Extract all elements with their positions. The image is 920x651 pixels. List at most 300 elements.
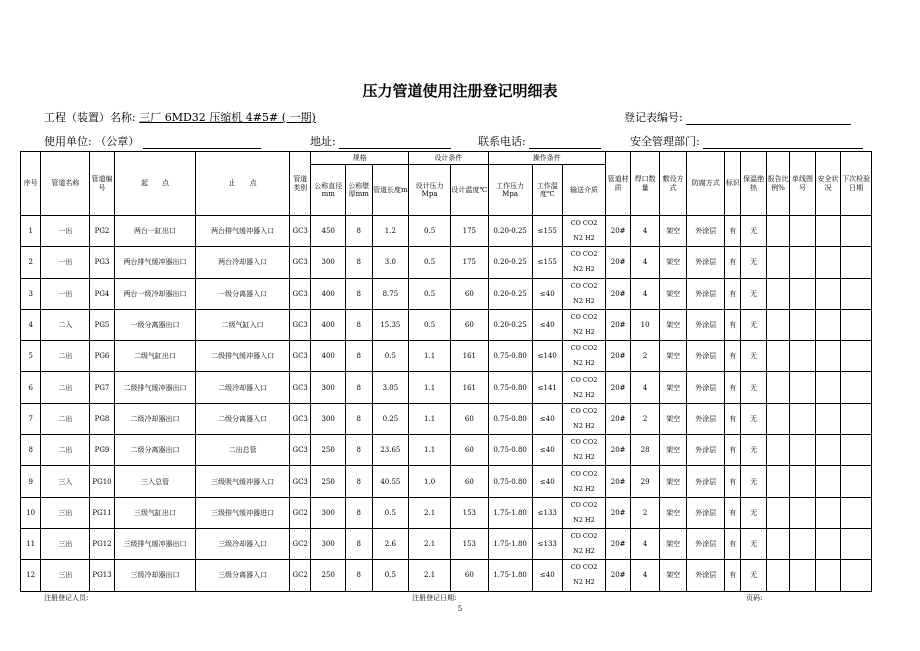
cell-start: 两台排气缓冲器出口 xyxy=(114,247,196,278)
medium-line-2: N2 H2 xyxy=(573,547,595,556)
page-label: 页码: xyxy=(746,594,763,602)
cell-dt: 60 xyxy=(450,309,488,340)
phone-blank xyxy=(529,136,601,149)
cell-cat: GC2 xyxy=(290,560,311,591)
cell-len: 15.35 xyxy=(372,309,409,340)
cell-dp: 1.1 xyxy=(409,341,451,372)
cell-name: 二出 xyxy=(41,435,90,466)
cell-end: 二出总管 xyxy=(196,435,290,466)
cell-thk: 8 xyxy=(346,216,372,247)
cell-ot: ≤141 xyxy=(532,372,563,403)
cell-dn: 250 xyxy=(311,560,346,591)
cell-mat: 20# xyxy=(605,435,630,466)
cell-len: 40.55 xyxy=(372,466,409,497)
cell-end: 一级分离器入口 xyxy=(196,278,290,309)
cell-laying: 架空 xyxy=(659,466,687,497)
cell-name: 三出 xyxy=(41,528,90,559)
cell-ins: 无 xyxy=(741,435,766,466)
cell-laying: 架空 xyxy=(659,560,687,591)
cell-medium xyxy=(563,497,606,528)
cell-start: 三入总管 xyxy=(114,466,196,497)
cell-start: 二级冷却器出口 xyxy=(114,403,196,434)
cell-mark: 有 xyxy=(725,528,741,559)
medium-line-2: N2 H2 xyxy=(573,578,595,587)
cell-thk: 8 xyxy=(346,309,372,340)
cell-laying: 架空 xyxy=(659,403,687,434)
cell-no: PG11 xyxy=(90,497,114,528)
cell-mark: 有 xyxy=(725,497,741,528)
cell-anti: 外涂层 xyxy=(687,403,725,434)
cell-mat: 20# xyxy=(605,341,630,372)
col-laying: 敷设方式 xyxy=(659,152,687,216)
cell-mark: 有 xyxy=(725,216,741,247)
cell-thk: 8 xyxy=(346,372,372,403)
cell-seq: 1 xyxy=(21,216,41,247)
cell-ins: 无 xyxy=(741,247,766,278)
cell-seq: 9 xyxy=(21,466,41,497)
cell-empty xyxy=(815,466,840,497)
cell-empty xyxy=(841,278,872,309)
cell-dt: 153 xyxy=(450,528,488,559)
cell-cat: GC3 xyxy=(290,341,311,372)
phone-label: 联系电话: xyxy=(478,135,526,148)
cell-ins: 无 xyxy=(741,403,766,434)
cell-medium xyxy=(563,466,606,497)
cell-dn: 300 xyxy=(311,497,346,528)
cell-name: 一出 xyxy=(41,247,90,278)
cell-cat: GC2 xyxy=(290,497,311,528)
cell-anti: 外涂层 xyxy=(687,309,725,340)
cell-welds: 4 xyxy=(631,528,660,559)
col-report: 报告比例% xyxy=(766,152,789,216)
cell-laying: 架空 xyxy=(659,278,687,309)
cell-start: 二级分离器出口 xyxy=(114,435,196,466)
cell-dt: 60 xyxy=(450,435,488,466)
medium-line-1: CO CO2 xyxy=(570,375,598,384)
cell-anti: 外涂层 xyxy=(687,341,725,372)
col-op-temp: 工作温度℃ xyxy=(532,165,563,216)
col-anticorrosion: 防腐方式 xyxy=(687,152,725,216)
cell-end: 三级冷却器入口 xyxy=(196,528,290,559)
cell-seq: 6 xyxy=(21,372,41,403)
reg-no-label: 登记表编号: xyxy=(624,111,683,124)
table-row xyxy=(21,497,872,528)
col-safety: 安全状况 xyxy=(815,152,840,216)
cell-empty xyxy=(790,341,815,372)
cell-end: 二级气缸入口 xyxy=(196,309,290,340)
cell-dp: 1.0 xyxy=(409,466,451,497)
cell-no: PG7 xyxy=(90,372,114,403)
cell-len: 0.25 xyxy=(372,403,409,434)
cell-empty xyxy=(815,528,840,559)
cell-medium xyxy=(563,435,606,466)
cell-mat: 20# xyxy=(605,528,630,559)
cell-welds: 28 xyxy=(631,435,660,466)
cell-anti: 外涂层 xyxy=(687,247,725,278)
medium-line-1: CO CO2 xyxy=(570,219,598,228)
cell-no: PG9 xyxy=(90,435,114,466)
safety-dept-blank xyxy=(703,136,863,149)
cell-start: 三级排气缓冲器出口 xyxy=(114,528,196,559)
col-category: 管道类别 xyxy=(290,152,311,216)
cell-empty xyxy=(790,560,815,591)
cell-mat: 20# xyxy=(605,309,630,340)
cell-cat: GC3 xyxy=(290,278,311,309)
cell-empty xyxy=(841,560,872,591)
cell-dp: 0.5 xyxy=(409,309,451,340)
medium-line-2: N2 H2 xyxy=(573,359,595,368)
cell-end: 三级排气缓冲器进口 xyxy=(196,497,290,528)
cell-ot: ≤40 xyxy=(532,403,563,434)
address-blank xyxy=(339,136,451,149)
cell-dp: 1.1 xyxy=(409,403,451,434)
cell-dt: 60 xyxy=(450,403,488,434)
cell-anti: 外涂层 xyxy=(687,466,725,497)
cell-end: 三级吸气缓冲器入口 xyxy=(196,466,290,497)
cell-empty xyxy=(815,216,840,247)
cell-no: PG3 xyxy=(90,247,114,278)
table-row xyxy=(21,278,872,309)
cell-seq: 3 xyxy=(21,278,41,309)
medium-line-1: CO CO2 xyxy=(570,344,598,353)
cell-anti: 外涂层 xyxy=(687,528,725,559)
cell-no: PG10 xyxy=(90,466,114,497)
cell-mat: 20# xyxy=(605,247,630,278)
cell-end: 二级冷却器入口 xyxy=(196,372,290,403)
cell-welds: 2 xyxy=(631,403,660,434)
cell-empty xyxy=(790,403,815,434)
cell-thk: 8 xyxy=(346,497,372,528)
col-mark: 标识 xyxy=(725,152,741,216)
cell-dn: 300 xyxy=(311,372,346,403)
cell-mat: 20# xyxy=(605,466,630,497)
cell-medium xyxy=(563,560,606,591)
medium-line-1: CO CO2 xyxy=(570,250,598,259)
cell-seq: 5 xyxy=(21,341,41,372)
cell-ins: 无 xyxy=(741,309,766,340)
cell-empty xyxy=(841,341,872,372)
cell-ot: ≤40 xyxy=(532,278,563,309)
cell-start: 二级气缸出口 xyxy=(114,341,196,372)
cell-empty xyxy=(790,216,815,247)
cell-mat: 20# xyxy=(605,372,630,403)
cell-end: 二级分离器入口 xyxy=(196,403,290,434)
col-seq: 序号 xyxy=(21,152,41,216)
cell-dn: 250 xyxy=(311,466,346,497)
cell-dn: 400 xyxy=(311,309,346,340)
cell-welds: 2 xyxy=(631,497,660,528)
cell-laying: 架空 xyxy=(659,528,687,559)
medium-line-1: CO CO2 xyxy=(570,406,598,415)
cell-anti: 外涂层 xyxy=(687,372,725,403)
cell-empty xyxy=(766,403,789,434)
medium-line-1: CO CO2 xyxy=(570,469,598,478)
cell-empty xyxy=(790,466,815,497)
cell-dn: 400 xyxy=(311,341,346,372)
cell-len: 0.5 xyxy=(372,497,409,528)
cell-ins: 无 xyxy=(741,278,766,309)
cell-dt: 161 xyxy=(450,341,488,372)
cell-dp: 0.5 xyxy=(409,216,451,247)
address-label: 地址: xyxy=(310,135,336,148)
cell-cat: GC3 xyxy=(290,403,311,434)
cell-ot: ≤133 xyxy=(532,528,563,559)
safety-dept-line xyxy=(630,133,863,149)
cell-medium xyxy=(563,403,606,434)
cell-anti: 外涂层 xyxy=(687,435,725,466)
cell-seq: 12 xyxy=(21,560,41,591)
medium-line-2: N2 H2 xyxy=(573,328,595,337)
cell-cat: GC2 xyxy=(290,528,311,559)
cell-cat: GC3 xyxy=(290,435,311,466)
cell-start: 一级分离器出口 xyxy=(114,309,196,340)
cell-op: 0.20-0.25 xyxy=(488,216,532,247)
col-design-pressure: 设计压力Mpa xyxy=(409,165,451,216)
table-row xyxy=(21,560,872,591)
cell-empty xyxy=(815,497,840,528)
cell-len: 23.65 xyxy=(372,435,409,466)
registrant-label: 注册登记人员: xyxy=(44,594,89,602)
cell-ot: ≤40 xyxy=(532,560,563,591)
cell-end: 两台排气缓冲器入口 xyxy=(196,216,290,247)
cell-empty xyxy=(815,372,840,403)
cell-empty xyxy=(841,309,872,340)
col-design-temp: 设计温度℃ xyxy=(450,165,488,216)
project-label: 工程（装置）名称: xyxy=(44,111,136,124)
cell-empty xyxy=(841,497,872,528)
cell-empty xyxy=(815,341,840,372)
cell-empty xyxy=(790,247,815,278)
cell-start: 两台一缸出口 xyxy=(114,216,196,247)
cell-name: 三出 xyxy=(41,497,90,528)
cell-mark: 有 xyxy=(725,466,741,497)
project-value: 三厂 6MD32 压缩机 4#5# ( 一期) xyxy=(139,111,316,124)
cell-op: 0.20-0.25 xyxy=(488,247,532,278)
col-design-group: 设计条件 xyxy=(409,152,488,165)
col-no: 管道编号 xyxy=(90,152,114,216)
cell-thk: 8 xyxy=(346,341,372,372)
cell-dp: 2.1 xyxy=(409,528,451,559)
medium-line-1: CO CO2 xyxy=(570,563,598,572)
cell-seq: 10 xyxy=(21,497,41,528)
medium-line-2: N2 H2 xyxy=(573,296,595,305)
cell-empty xyxy=(790,372,815,403)
cell-laying: 架空 xyxy=(659,216,687,247)
cell-len: 3.0 xyxy=(372,247,409,278)
cell-cat: GC3 xyxy=(290,309,311,340)
col-op-group: 操作条件 xyxy=(488,152,605,165)
cell-empty xyxy=(766,528,789,559)
cell-mark: 有 xyxy=(725,278,741,309)
cell-dp: 1.1 xyxy=(409,435,451,466)
medium-line-1: CO CO2 xyxy=(570,500,598,509)
medium-line-2: N2 H2 xyxy=(573,453,595,462)
cell-mark: 有 xyxy=(725,372,741,403)
cell-len: 2.6 xyxy=(372,528,409,559)
cell-thk: 8 xyxy=(346,278,372,309)
col-medium: 输送介质 xyxy=(563,165,606,216)
unit-blank xyxy=(143,136,261,149)
cell-welds: 4 xyxy=(631,560,660,591)
cell-ins: 无 xyxy=(741,497,766,528)
cell-empty xyxy=(841,528,872,559)
cell-name: 二出 xyxy=(41,341,90,372)
cell-ins: 无 xyxy=(741,560,766,591)
cell-empty xyxy=(841,247,872,278)
cell-name: 二出 xyxy=(41,403,90,434)
table-row xyxy=(21,216,872,247)
cell-empty xyxy=(766,341,789,372)
cell-empty xyxy=(790,278,815,309)
table-row xyxy=(21,528,872,559)
cell-start: 三级气缸出口 xyxy=(114,497,196,528)
cell-welds: 4 xyxy=(631,372,660,403)
cell-dn: 300 xyxy=(311,528,346,559)
cell-mat: 20# xyxy=(605,216,630,247)
col-next-inspection: 下次检验日期 xyxy=(841,152,872,216)
medium-line-2: N2 H2 xyxy=(573,515,595,524)
cell-dt: 60 xyxy=(450,560,488,591)
cell-seq: 2 xyxy=(21,247,41,278)
cell-ins: 无 xyxy=(741,341,766,372)
cell-name: 二入 xyxy=(41,309,90,340)
cell-medium xyxy=(563,278,606,309)
col-insulation: 保温绝热 xyxy=(741,152,766,216)
table-row xyxy=(21,372,872,403)
medium-line-2: N2 H2 xyxy=(573,234,595,243)
safety-dept-label: 安全管理部门: xyxy=(630,135,700,148)
cell-ins: 无 xyxy=(741,528,766,559)
cell-empty xyxy=(815,278,840,309)
cell-mat: 20# xyxy=(605,278,630,309)
cell-empty xyxy=(766,247,789,278)
cell-anti: 外涂层 xyxy=(687,560,725,591)
cell-thk: 8 xyxy=(346,435,372,466)
cell-mat: 20# xyxy=(605,403,630,434)
medium-line-2: N2 H2 xyxy=(573,390,595,399)
table-body xyxy=(21,216,872,592)
medium-line-1: CO CO2 xyxy=(570,313,598,322)
table-row xyxy=(21,466,872,497)
cell-len: 0.5 xyxy=(372,341,409,372)
cell-medium xyxy=(563,341,606,372)
cell-empty xyxy=(841,435,872,466)
cell-empty xyxy=(815,403,840,434)
cell-anti: 外涂层 xyxy=(687,216,725,247)
col-material: 管道材质 xyxy=(605,152,630,216)
cell-thk: 8 xyxy=(346,466,372,497)
cell-empty xyxy=(790,435,815,466)
cell-len: 3.05 xyxy=(372,372,409,403)
cell-no: PG13 xyxy=(90,560,114,591)
cell-medium xyxy=(563,528,606,559)
cell-empty xyxy=(766,560,789,591)
cell-ins: 无 xyxy=(741,466,766,497)
cell-empty xyxy=(815,247,840,278)
medium-line-2: N2 H2 xyxy=(573,421,595,430)
col-start: 起 点 xyxy=(114,152,196,216)
cell-dp: 0.5 xyxy=(409,278,451,309)
cell-laying: 架空 xyxy=(659,247,687,278)
medium-line-2: N2 H2 xyxy=(573,265,595,274)
cell-empty xyxy=(815,560,840,591)
cell-dn: 450 xyxy=(311,216,346,247)
cell-no: PG5 xyxy=(90,309,114,340)
cell-op: 0.20-0.25 xyxy=(488,278,532,309)
cell-empty xyxy=(766,278,789,309)
cell-start: 三级冷却器出口 xyxy=(114,560,196,591)
cell-op: 0.20-0.25 xyxy=(488,309,532,340)
table-row xyxy=(21,403,872,434)
cell-empty xyxy=(766,466,789,497)
cell-op: 0.75-0.80 xyxy=(488,372,532,403)
cell-empty xyxy=(790,497,815,528)
cell-op: 0.75-0.80 xyxy=(488,403,532,434)
cell-welds: 10 xyxy=(631,309,660,340)
cell-laying: 架空 xyxy=(659,497,687,528)
page-title: 压力管道使用注册登记明细表 xyxy=(362,82,558,100)
cell-op: 0.75-0.80 xyxy=(488,466,532,497)
cell-empty xyxy=(766,497,789,528)
cell-dt: 153 xyxy=(450,497,488,528)
cell-laying: 架空 xyxy=(659,435,687,466)
medium-line-1: CO CO2 xyxy=(570,438,598,447)
cell-welds: 2 xyxy=(631,341,660,372)
cell-thk: 8 xyxy=(346,403,372,434)
cell-ot: ≤40 xyxy=(532,466,563,497)
cell-ot: ≤140 xyxy=(532,341,563,372)
cell-op: 0.75-0.80 xyxy=(488,341,532,372)
cell-start: 二级排气缓冲器出口 xyxy=(114,372,196,403)
reg-no-line xyxy=(624,109,851,125)
cell-len: 1.2 xyxy=(372,216,409,247)
cell-empty xyxy=(815,435,840,466)
col-drawing: 单线图号 xyxy=(790,152,815,216)
cell-name: 三入 xyxy=(41,466,90,497)
col-dn: 公称直径mm xyxy=(311,165,346,216)
cell-no: PG12 xyxy=(90,528,114,559)
cell-medium xyxy=(563,216,606,247)
cell-welds: 4 xyxy=(631,278,660,309)
cell-ot: ≤40 xyxy=(532,435,563,466)
cell-no: PG6 xyxy=(90,341,114,372)
cell-end: 三级分离器入口 xyxy=(196,560,290,591)
unit-label: 使用单位: xyxy=(44,135,92,148)
cell-dp: 2.1 xyxy=(409,560,451,591)
cell-op: 1.75-1.80 xyxy=(488,497,532,528)
table-row xyxy=(21,341,872,372)
cell-medium xyxy=(563,372,606,403)
cell-empty xyxy=(841,466,872,497)
cell-len: 0.5 xyxy=(372,560,409,591)
cell-thk: 8 xyxy=(346,528,372,559)
cell-medium xyxy=(563,247,606,278)
cell-mat: 20# xyxy=(605,560,630,591)
reg-no-blank xyxy=(686,112,851,125)
cell-name: 二出 xyxy=(41,372,90,403)
cell-empty xyxy=(841,216,872,247)
cell-ot: ≤133 xyxy=(532,497,563,528)
cell-anti: 外涂层 xyxy=(687,278,725,309)
cell-mark: 有 xyxy=(725,435,741,466)
cell-dn: 400 xyxy=(311,278,346,309)
unit-value: （公章） xyxy=(95,135,140,148)
table-row xyxy=(21,435,872,466)
col-thickness: 公称壁厚mm xyxy=(346,165,372,216)
cell-welds: 4 xyxy=(631,247,660,278)
cell-mat: 20# xyxy=(605,497,630,528)
cell-seq: 4 xyxy=(21,309,41,340)
